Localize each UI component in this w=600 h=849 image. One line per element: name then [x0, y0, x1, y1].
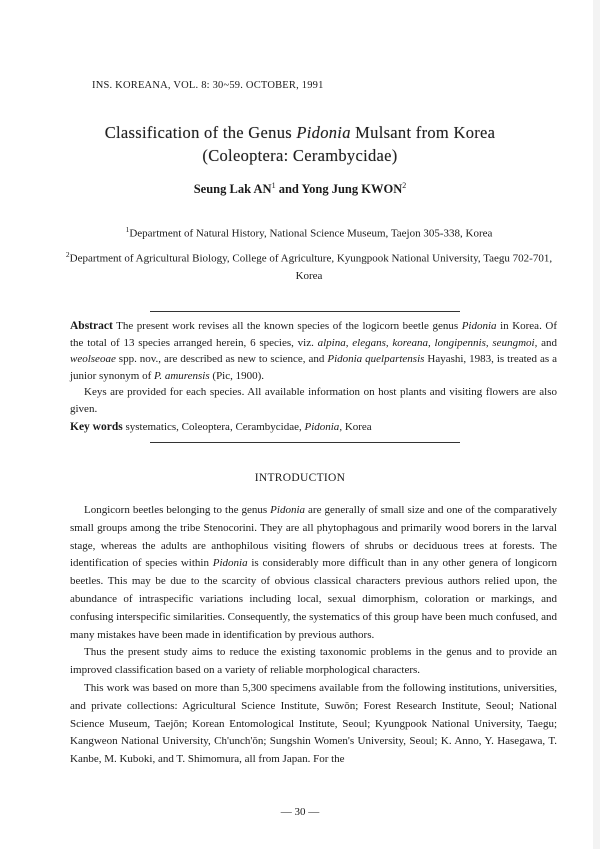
abstract-paragraph-1: Abstract The present work revises all the known species of the logicorn beetle genus Pidonia in Korea. Of the total of 13 species arranged herein, 6 species, viz. alpina, elegans, koreana, longipennis, seungmoi, and weolseoae spp. nov., are described as new to science, and Pidonia quelpartensis Hayashi, 1983, is treated as a junior synonym of P. amurensis (Pic, 1900). [70, 320, 558, 382]
author-1-family: AN [253, 182, 272, 197]
page-number: — 30 — [280, 806, 320, 818]
title-line-1: Classification of the Genus Pidonia Mulsant from Korea [104, 123, 496, 142]
abstract [70, 318, 557, 417]
section-heading: INTRODUCTION [254, 472, 346, 484]
journal-citation: INS. KOREANA, VOL. 8: 30~59. OCTOBER, 1991 [92, 80, 324, 91]
scan-margin [593, 0, 600, 849]
title-genus: Pidonia [296, 123, 351, 142]
paper-title [40, 121, 560, 167]
keywords-label: Key words [70, 421, 123, 433]
introduction-body [70, 502, 557, 769]
abstract-label: Abstract [70, 320, 113, 332]
intro-paragraph-1: Longicorn beetles belonging to the genus Pidonia are generally of small size and one of the comparatively small groups among the tribe Stenocorini. They are all phytophagous and primarily wood borers in the larval stage, whereas the adults are anthophilous visiting flowers of shrubs or deciduous trees at forests. The identification of species within Pidonia is considerably more difficult than in any other genera of longicorn beetles. This may be due to the scarcity of obvious classical characters previous authors relied upon, the abundance of intraspecific variations including local, sexual dimorphism, coloration or markings, and confusing interspecific similarities. Consequently, the systematics of this group have been much confused, and many mistakes have been made in identification by previous authors. [70, 504, 557, 641]
divider-top [150, 311, 460, 312]
title-line-2: (Coleoptera: Cerambycidae) [202, 146, 398, 165]
affiliation-2: $^2$Department of Agricultural Biology, College of Agriculture, Kyungpook National University, Taegu 702-701, Korea [65, 250, 553, 282]
divider-bottom [150, 442, 460, 443]
affiliation-1: $^1$Department of Natural History, National Science Museum, Taejon 305-338, Korea [125, 225, 493, 240]
abstract-paragraph-2: Keys are provided for each species. All available information on host plants and visiting flowers are also given. [70, 386, 557, 415]
author-line: Seung Lak $AN^1$ and Yong Jung KWON$^2$ [193, 181, 407, 197]
intro-paragraph-2: Thus the present study aims to reduce the existing taxonomic problems in the genus and to provide an improved classification based on a variety of reliable morphological characters. [70, 646, 557, 677]
intro-paragraph-3: This work was based on more than 5,300 specimens available from the following institutions, universities, and private collections: Agricultural Science Institute, Suwŏn; Forest Research Institute, Seoul; National Science Museum, Taejŏn; Korean Entomological Institute, Seoul; Kyungpook National University, Taegu; Kangweon National University, Ch'unch'ŏn; Sungshin Women's University, Seoul; K. Anno, Y. Hasegawa, T. Kanbe, M. Kuboki, and T. Shimomura, all from Japan. For the [70, 681, 557, 766]
keywords: Key words systematics, Coleoptera, Cerambycidae, Pidonia, Korea [70, 421, 372, 433]
author-2-family: KWON [361, 182, 403, 197]
